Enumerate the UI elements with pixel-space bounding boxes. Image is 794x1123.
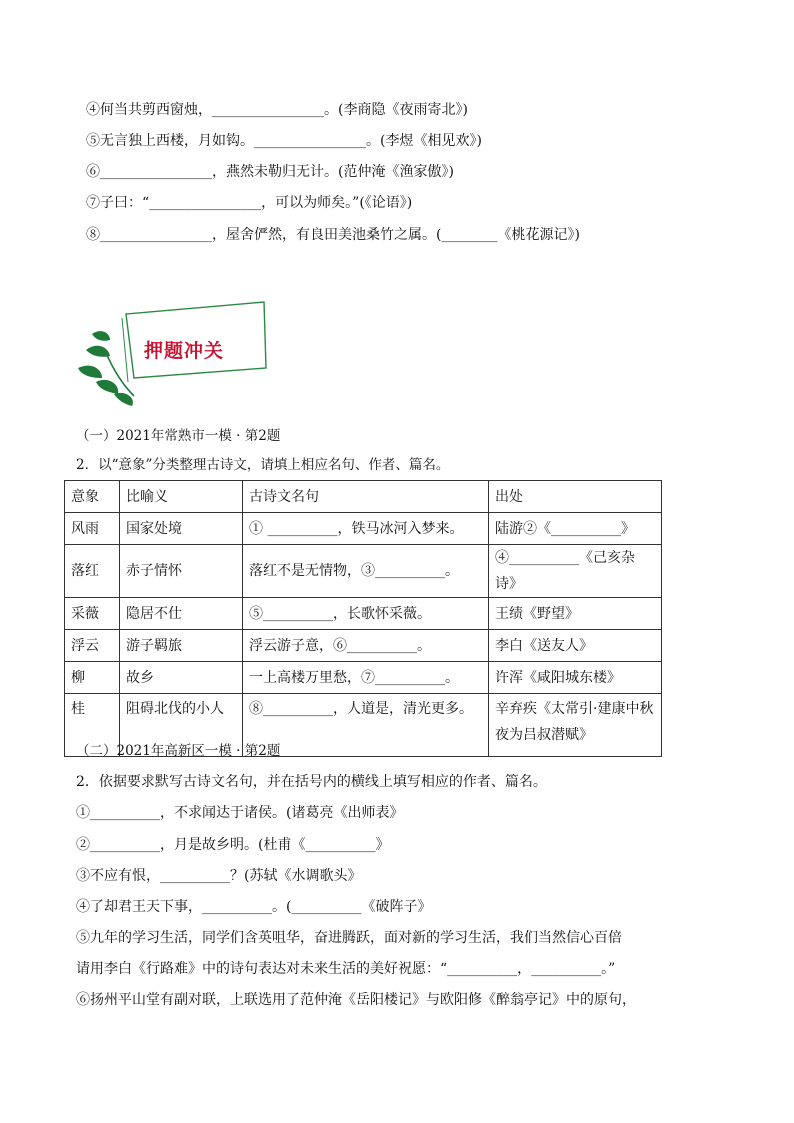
table-row	[65, 545, 662, 598]
table-cell: 赤子情怀	[120, 545, 243, 598]
table-cell: 故乡	[120, 662, 243, 694]
table-cell: 王绩《野望》	[489, 598, 662, 630]
table-cell: 浮云游子意，⑥__________。	[243, 630, 489, 662]
section2-heading: （二）2021年高新区一模 · 第2题	[76, 743, 281, 759]
section2-item: ②__________，月是故乡明。(杜甫《__________》	[76, 837, 390, 853]
section2-item: ⑤九年的学习生活，同学们含英咀华，奋进腾跃，面对新的学习生活，我们当然信心百倍	[76, 930, 622, 946]
table-header: 比喻义	[120, 481, 243, 513]
table-cell: 李白《送友人》	[489, 630, 662, 662]
table-cell: 落红不是无情物，③__________。	[243, 545, 489, 598]
section1-heading: （一）2021年常熟市一模 · 第2题	[76, 428, 281, 444]
table-cell: 采薇	[65, 598, 120, 630]
table-cell: ④__________《己亥杂诗》	[489, 545, 662, 598]
table-row	[65, 662, 662, 694]
table-cell: 游子羁旅	[120, 630, 243, 662]
table-cell: 辛弃疾《太常引·建康中秋夜为吕叔潜赋》	[489, 694, 662, 757]
table-cell: ⑤__________，长歌怀采薇。	[243, 598, 489, 630]
table-cell: 柳	[65, 662, 120, 694]
table-cell: 许浑《咸阳城东楼》	[489, 662, 662, 694]
section2-item: ⑥扬州平山堂有副对联，上联选用了范仲淹《岳阳楼记》与欧阳修《醉翁亭记》中的原句，	[76, 992, 636, 1008]
table-cell: ⑧__________，人道是，清光更多。	[243, 694, 489, 757]
section1-question: 2．以“意象”分类整理古诗文，请填上相应名句、作者、篇名。	[76, 457, 450, 473]
table-row	[65, 630, 662, 662]
table-cell: 国家处境	[120, 513, 243, 545]
table-cell: 一上高楼万里愁，⑦__________。	[243, 662, 489, 694]
table-header-row	[65, 481, 662, 513]
banner-title: 押题冲关	[144, 340, 225, 362]
table-cell: 阻碍北伐的小人	[120, 694, 243, 757]
section2-item: ③不应有恨，__________？(苏轼《水调歌头》	[76, 868, 362, 884]
top-item-8: ⑧________________，屋舍俨然，有良田美池桑竹之属。(________《桃花源记》)	[86, 227, 580, 243]
table-row	[65, 598, 662, 630]
table-cell: ① __________，铁马冰河入梦来。	[243, 513, 489, 545]
table-cell: 隐居不仕	[120, 598, 243, 630]
table-cell: 陆游②《__________》	[489, 513, 662, 545]
table-header: 古诗文名句	[243, 481, 489, 513]
section2-item: 请用李白《行路难》中的诗句表达对未来生活的美好祝愿：“__________，__________。”	[76, 961, 616, 977]
imagery-table	[64, 480, 662, 757]
table-header: 出处	[489, 481, 662, 513]
top-item-5: ⑤无言独上西楼，月如钩。________________。(李煜《相见欢》)	[86, 133, 482, 149]
section2-item: ④了却君王天下事，__________。(__________《破阵子》	[76, 899, 432, 915]
table-cell: 落红	[65, 545, 120, 598]
table-cell: 桂	[65, 694, 120, 757]
section2-item: ①__________，不求闻达于诸侯。(诸葛亮《出师表》	[76, 805, 404, 821]
top-item-7: ⑦子曰：“________________，可以为师矣。”(《论语》)	[86, 195, 413, 211]
top-item-6: ⑥________________，燕然未勒归无计。(范仲淹《渔家傲》)	[86, 164, 454, 180]
table-row	[65, 513, 662, 545]
table-cell: 风雨	[65, 513, 120, 545]
table-header: 意象	[65, 481, 120, 513]
table-cell: 浮云	[65, 630, 120, 662]
top-item-4: ④何当共剪西窗烛，________________。(李商隐《夜雨寄北》)	[86, 102, 468, 118]
section2-question: 2．依据要求默写古诗文名句，并在括号内的横线上填写相应的作者、篇名。	[76, 774, 547, 790]
